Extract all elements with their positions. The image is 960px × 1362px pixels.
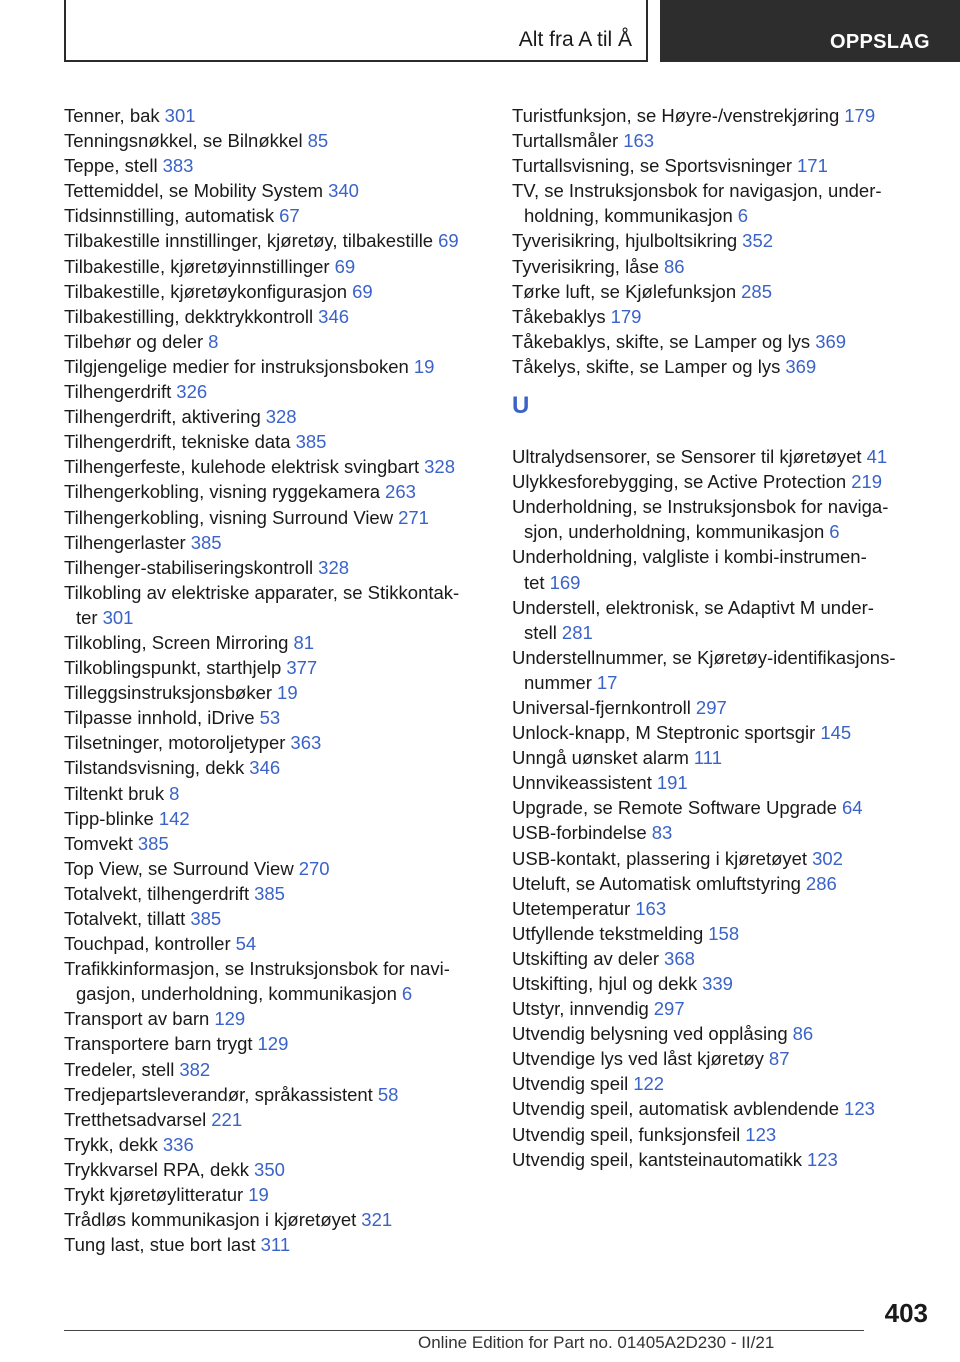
page-reference-link[interactable]: 129 [257,1033,289,1055]
index-entry [64,755,484,780]
entry-text: Totalvekt, tillatt [64,908,186,929]
entry-text: Transport av barn [64,1008,210,1030]
index-entry [512,228,922,253]
page-reference-link[interactable]: 352 [742,230,774,252]
entry-text: Tåkebaklys, skifte, se Lamper og lys [512,330,811,352]
page-reference-link[interactable]: 302 [812,847,843,869]
page-reference-link[interactable]: 221 [211,1108,243,1130]
page-reference-link[interactable]: 385 [137,832,169,854]
index-entry [512,795,922,820]
entry-text: Tretthetsadvarsel [64,1108,207,1130]
page-reference-link[interactable]: 129 [214,1008,246,1030]
index-entry [512,770,922,795]
index-entry [64,228,484,253]
header-section-box [64,0,648,62]
index-entry [64,329,484,354]
page-reference-link[interactable]: 169 [549,571,581,593]
section-letter-u: U [512,392,530,420]
entry-text: Underholdning, se Instruksjonsbok for naviga‐ sjon, underholdning, kommunikasjon [512,496,889,543]
entry-text: Tilhengerfeste, kulehode elektrisk svingbart [64,456,420,478]
index-column-right [512,103,922,1172]
index-entry [512,254,922,279]
index-entry [512,103,922,128]
index-entry [64,1031,484,1056]
index-entry [64,429,484,454]
index-entry [64,906,484,931]
index-entry [64,203,484,228]
index-entry [512,645,922,695]
index-entry [64,580,484,630]
index-entry [64,630,484,655]
entry-text: Tilpasse innhold, iDrive [64,707,255,729]
page-reference-link[interactable]: 179 [844,105,876,126]
index-entry [512,946,922,971]
page-reference-link[interactable]: 301 [102,606,134,628]
entry-text: Tilhengerdrift, tekniske data [64,431,291,453]
index-entry [512,820,922,845]
index-entry [512,595,922,645]
index-entry [64,103,484,128]
page-reference-link[interactable]: 19 [277,682,298,704]
entry-text: Tilbakestille innstillinger, kjøretøy, tilbakestille [64,230,434,252]
index-entry [64,555,484,580]
page-reference-link[interactable]: 340 [328,180,359,202]
page-reference-link[interactable]: 385 [190,908,222,929]
page-reference-link[interactable]: 385 [295,431,327,453]
page-reference-link[interactable]: 58 [377,1083,399,1105]
entry-text: Tilsetninger, motoroljetyper [64,732,286,754]
entry-text: Tidsinnstilling, automatisk [64,205,275,227]
page-reference-link[interactable]: 336 [162,1133,194,1155]
index-entry [512,1021,922,1046]
index-entry [64,781,484,806]
index-entry [512,695,922,720]
index-entry [512,745,922,770]
index-entry [64,730,484,755]
entry-text: Understell, elektronisk, se Adaptivt M under‐ stell [512,596,874,643]
entry-text: Ulykkesforebygging, se Active Protection [512,471,847,493]
page-reference-link[interactable]: 346 [318,305,350,327]
page-reference-link[interactable]: 369 [815,330,847,352]
index-entry [512,304,922,329]
index-column-left [64,103,484,1257]
page-reference-link[interactable]: 328 [318,556,350,578]
page-reference-link[interactable]: 328 [424,456,455,478]
index-entry [64,881,484,906]
page-reference-link[interactable]: 87 [768,1048,790,1070]
index-entry [64,1207,484,1232]
page-reference-link[interactable]: 368 [664,947,695,969]
index-entry [512,720,922,745]
entry-text: Tåkelys, skifte, se Lamper og lys [512,355,781,377]
index-group-t-continued [512,103,922,379]
page-reference-link[interactable]: 83 [651,822,673,844]
entry-text: Uteluft, se Automatisk omluftstyring [512,872,801,894]
entry-text: Tyverisikring, hjulboltsikring [512,230,738,252]
index-entry [64,404,484,429]
page-reference-link[interactable]: 163 [635,897,667,919]
index-entry [512,1122,922,1147]
entry-text: Upgrade, se Remote Software Upgrade [512,797,837,819]
entry-text: Unngå uønsket alarm [512,747,689,769]
page-reference-link[interactable]: 285 [741,280,773,302]
index-entry [64,354,484,379]
index-entry [64,1082,484,1107]
page-reference-link[interactable]: 297 [653,998,685,1020]
entry-text: Tilhengerdrift [64,381,172,403]
index-entry [64,254,484,279]
page-reference-link[interactable]: 64 [841,797,863,819]
index-entry [64,956,484,1006]
entry-text: Unnvikeassistent [512,772,652,794]
footer-divider [64,1330,864,1331]
entry-text: Tilhengerkobling, visning ryggekamera [64,481,381,503]
index-entry [64,1132,484,1157]
page-reference-link[interactable]: 81 [293,631,315,653]
page-reference-link[interactable]: 67 [279,205,300,227]
index-entry [64,1006,484,1031]
index-entry [64,831,484,856]
page-reference-link[interactable]: 301 [164,105,196,126]
index-entry [64,655,484,680]
entry-text: Tilleggsinstruksjonsbøker [64,682,273,704]
entry-text: Trykk, dekk [64,1133,158,1155]
page-reference-link[interactable]: 346 [249,757,281,779]
index-entry [512,921,922,946]
index-entry [512,279,922,304]
entry-text: Utskifting av deler [512,947,660,969]
index-entry [512,971,922,996]
entry-text: Trykt kjøretøylitteratur [64,1184,244,1206]
index-entry [64,153,484,178]
entry-text: Tilgjengelige medier for instruksjonsboken [64,355,409,377]
entry-text: Tåkebaklys [512,305,606,327]
index-entry [64,178,484,203]
page-reference-link[interactable]: 286 [805,872,837,894]
entry-text: Tilbehør og deler [64,330,204,352]
entry-text: Utvendig belysning ved opplåsing [512,1023,788,1045]
index-entry [64,705,484,730]
page-reference-link[interactable]: 339 [702,973,733,994]
entry-text: Touchpad, kontroller [64,933,231,955]
index-entry [512,153,922,178]
page-reference-link[interactable]: 270 [298,857,330,879]
page-reference-link[interactable]: 297 [695,696,727,718]
page-reference-link[interactable]: 219 [851,471,883,493]
entry-text: Tilkoblingspunkt, starthjelp [64,657,282,679]
index-entry [64,279,484,304]
page-reference-link[interactable]: 6 [829,521,840,543]
page-reference-link[interactable]: 53 [259,707,281,729]
index-group-u [512,444,922,1172]
page-reference-link[interactable]: 328 [265,406,297,428]
header-chapter-tab [660,0,960,62]
index-entry [64,1107,484,1132]
page-reference-link[interactable]: 123 [745,1123,777,1145]
page-reference-link[interactable]: 263 [385,481,416,503]
page-reference-link[interactable]: 85 [307,130,329,152]
entry-text: Tomvekt [64,832,133,854]
page-reference-link[interactable]: 86 [664,255,685,277]
entry-text: Utvendige lys ved låst kjøretøy [512,1048,764,1070]
index-entry [64,680,484,705]
page-reference-link[interactable]: 17 [596,671,618,693]
index-entry [512,1096,922,1121]
index-entry [64,454,484,479]
entry-text: Trykkvarsel RPA, dekk [64,1158,250,1180]
index-entry [512,469,922,494]
entry-text: Transportere barn trygt [64,1033,253,1055]
index-entry [64,128,484,153]
page-reference-link[interactable]: 158 [708,922,740,944]
page-reference-link[interactable]: 385 [254,882,285,904]
entry-text: Utetemperatur [512,897,631,919]
index-entry [64,806,484,831]
entry-text: Utstyr, innvendig [512,998,649,1020]
index-entry [64,505,484,530]
index-entry [64,379,484,404]
entry-text: Utvendig speil, funksjonsfeil [512,1123,741,1145]
entry-text: Tilhengerlaster [64,531,186,553]
page-reference-link[interactable]: 54 [235,933,257,955]
page-reference-link[interactable]: 6 [401,983,413,1005]
page-reference-link[interactable]: 179 [610,305,642,327]
index-entry [512,544,922,594]
footer-edition: Online Edition for Part no. 01405A2D230 - II/21 [418,1333,775,1352]
index-entry [512,896,922,921]
page-reference-link[interactable]: 271 [398,506,429,528]
index-entry [512,128,922,153]
entry-text: Tenningsnøkkel, se Bilnøkkel [64,130,303,152]
page-reference-link[interactable]: 350 [254,1158,285,1180]
entry-text: Tilhengerkobling, visning Surround View [64,506,394,528]
index-entry [512,444,922,469]
index-entry [512,1071,922,1096]
entry-text: Universal-fjernkontroll [512,696,691,718]
entry-text: Tilkobling, Screen Mirroring [64,631,289,653]
entry-text: Tipp-blinke [64,807,154,829]
page-reference-link[interactable]: 6 [737,205,749,227]
page-reference-link[interactable]: 369 [785,355,817,377]
page-reference-link[interactable]: 8 [208,330,219,352]
entry-text: Underholdning, valgliste i kombi-instrumen‐ tet [512,546,867,593]
entry-text: Utvendig speil [512,1073,629,1095]
entry-text: Tilstandsvisning, dekk [64,757,245,779]
index-entry [512,1046,922,1071]
page-reference-link[interactable]: 383 [162,155,194,177]
page-reference-link[interactable]: 281 [561,621,593,643]
page-reference-link[interactable]: 163 [623,130,655,152]
index-entry [64,1232,484,1257]
index-entry [512,494,922,544]
index-entry [512,871,922,896]
entry-text: Trafikkinformasjon, se Instruksjonsbok for navi‐ gasjon, underholdning, kommunikasjon [64,958,450,1005]
entry-text: Tredjepartsleverandør, språkassistent [64,1083,373,1105]
page-reference-link[interactable]: 69 [334,255,356,277]
page-reference-link[interactable]: 19 [248,1184,269,1206]
index-entry [64,530,484,555]
page-reference-link[interactable]: 171 [797,155,828,177]
page-reference-link[interactable]: 382 [179,1058,211,1080]
entry-text: Tørke luft, se Kjølefunksjon [512,280,737,302]
page-reference-link[interactable]: 123 [844,1098,875,1120]
index-entry [64,1157,484,1182]
page-reference-link[interactable]: 19 [413,355,435,377]
page-reference-link[interactable]: 69 [438,230,459,252]
entry-text: Turtallsvisning, se Sportsvisninger [512,155,793,177]
entry-text: Utfyllende tekstmelding [512,922,704,944]
page-reference-link[interactable]: 123 [806,1148,838,1170]
entry-text: Turtallsmåler [512,130,619,152]
page-reference-link[interactable]: 111 [693,747,722,769]
entry-text: Tilbakestille, kjøretøykonfigurasjon [64,280,348,302]
page-reference-link[interactable]: 326 [176,381,208,403]
entry-text: TV, se Instruksjonsbok for navigasjon, under‐ holdning, kommunikasjon [512,180,882,227]
entry-text: Tilhengerdrift, aktivering [64,406,261,428]
page-reference-link[interactable]: 8 [169,782,180,804]
entry-text: USB-kontakt, plassering i kjøretøyet [512,847,808,869]
entry-text: Teppe, stell [64,155,158,177]
entry-text: Tilbakestilling, dekktrykkontroll [64,305,314,327]
entry-text: Tiltenkt bruk [64,782,165,804]
page-reference-link[interactable]: 41 [866,446,888,468]
page-reference-link[interactable]: 311 [260,1234,291,1256]
entry-text: Tilkobling av elektriske apparater, se Stikkontak‐ ter [64,581,460,628]
entry-text: Utskifting, hjul og dekk [512,973,698,994]
index-entry [64,304,484,329]
page-reference-link[interactable]: 385 [190,531,222,553]
page-reference-link[interactable]: 86 [792,1023,814,1045]
index-entry [512,996,922,1021]
index-entry [512,354,922,379]
index-entry [512,846,922,871]
index-entry [512,1147,922,1172]
entry-text: Utvendig speil, automatisk avblendende [512,1098,840,1120]
index-entry [64,1182,484,1207]
entry-text: Tenner, bak [64,105,160,126]
entry-text: Totalvekt, tilhengerdrift [64,882,250,904]
entry-text: Utvendig speil, kantsteinautomatikk [512,1148,802,1170]
page-reference-link[interactable]: 142 [158,807,190,829]
page-reference-link[interactable]: 122 [633,1073,665,1095]
page-reference-link[interactable]: 321 [361,1209,393,1231]
entry-text: Top View, se Surround View [64,857,294,879]
page-reference-link[interactable]: 69 [352,280,373,302]
chapter-title: OPPSLAG [830,31,930,53]
entry-text: Unlock-knapp, M Steptronic sportsgir [512,722,816,744]
page-reference-link[interactable]: 191 [656,772,688,794]
index-entry [512,178,922,228]
entry-text: Tung last, stue bort last [64,1234,256,1256]
entry-text: Ultralydsensorer, se Sensorer til kjøretøyet [512,446,862,468]
page-reference-link[interactable]: 377 [286,657,318,679]
entry-text: Tilhenger-stabiliseringskontroll [64,556,314,578]
page-reference-link[interactable]: 363 [290,732,322,754]
index-entry [64,931,484,956]
entry-text: Tyverisikring, låse [512,255,660,277]
index-entry [512,329,922,354]
entry-text: Trådløs kommunikasjon i kjøretøyet [64,1209,357,1231]
index-entry [64,856,484,881]
index-entry [64,479,484,504]
section-title: Alt fra A til Å [518,28,632,51]
entry-text: Understellnummer, se Kjøretøy-identifikasjons‐ nummer [512,646,896,693]
entry-text: Tettemiddel, se Mobility System [64,180,324,202]
entry-text: Tredeler, stell [64,1058,175,1080]
entry-text: Tilbakestille, kjøretøyinnstillinger [64,255,330,277]
index-entry [64,1057,484,1082]
page-reference-link[interactable]: 145 [820,722,852,744]
entry-text: USB-forbindelse [512,822,647,844]
page-number: 403 [884,1298,928,1328]
entry-text: Turistfunksjon, se Høyre-/venstrekjøring [512,105,840,126]
